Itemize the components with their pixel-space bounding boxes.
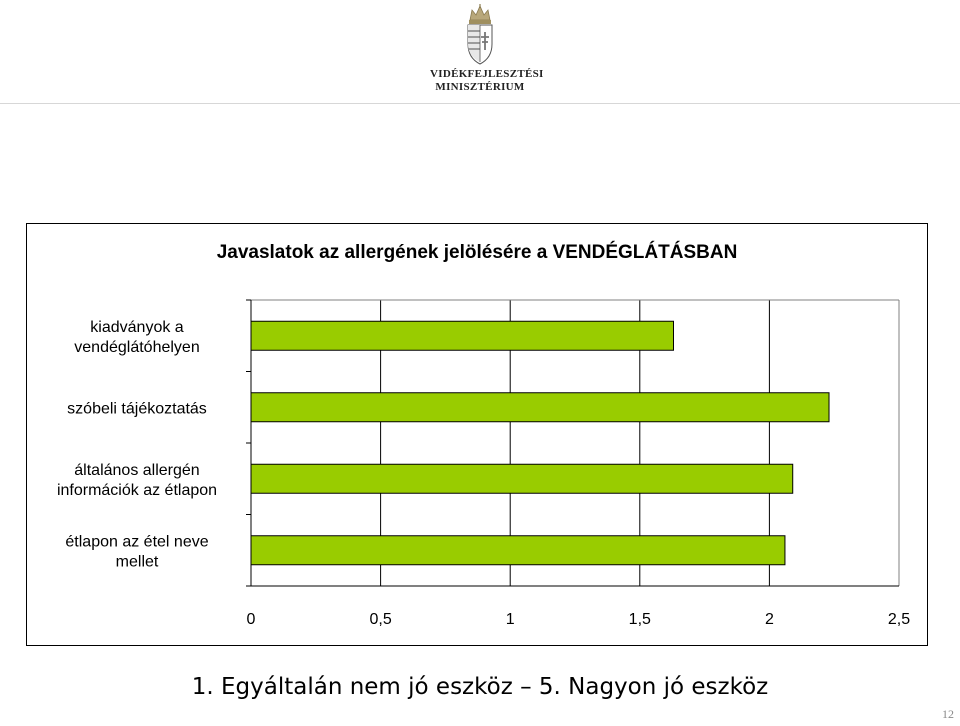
category-label: szóbeli tájékoztatás	[67, 400, 207, 418]
x-tick-label: 2	[764, 611, 774, 628]
bar-chart	[27, 224, 927, 645]
category-label: kiadványok a	[90, 318, 184, 336]
page-number: 12	[942, 707, 954, 721]
bar	[251, 393, 829, 422]
x-tick-label: 1,5	[628, 611, 651, 628]
bar	[251, 464, 793, 493]
header-divider	[0, 103, 960, 104]
coat-of-arms-icon	[460, 4, 500, 66]
ministry-logo	[430, 4, 544, 96]
category-label: vendéglátóhelyen	[74, 338, 200, 356]
category-label: étlapon az étel neve	[65, 533, 209, 551]
bar	[251, 536, 785, 565]
x-tick-label: 2,5	[887, 611, 911, 628]
chart-title: Javaslatok az allergének jelölésére a VENDÉGLÁTÁSBAN	[216, 242, 738, 263]
scale-footnote: 1. Egyáltalán nem jó eszköz – 5. Nagyon jó eszköz	[191, 674, 769, 700]
category-label: információk az étlapon	[56, 481, 218, 499]
x-tick-label: 1	[505, 611, 515, 628]
chart-container	[26, 223, 928, 646]
category-label: általános allergén	[74, 461, 200, 479]
ministry-name-line2: MINISZTÉRIUM	[435, 81, 525, 93]
x-tick-label: 0,5	[369, 611, 392, 628]
bar	[251, 321, 673, 350]
ministry-name-line1: VIDÉKFEJLESZTÉSI	[430, 68, 544, 80]
category-label: mellet	[115, 553, 159, 571]
x-tick-label: 0	[246, 611, 256, 628]
